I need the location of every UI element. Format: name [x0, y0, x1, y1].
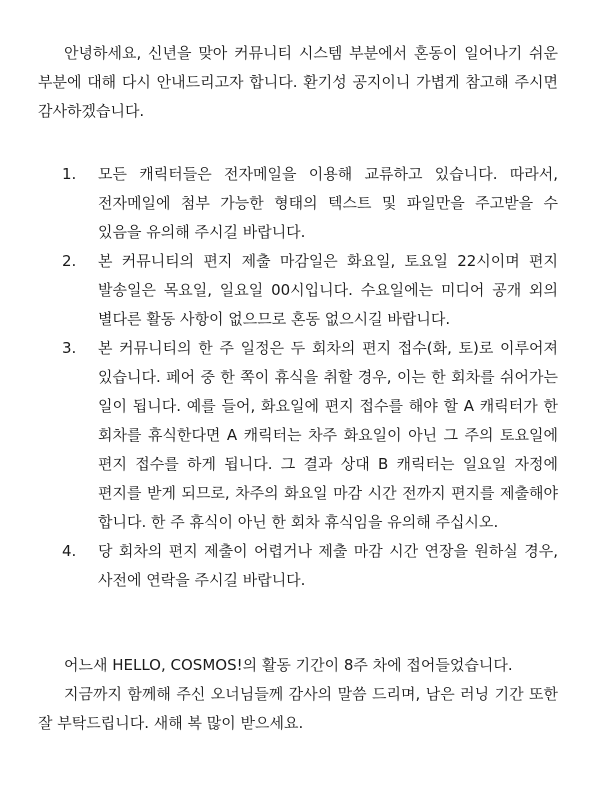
list-item [38, 537, 558, 595]
list-item [38, 334, 558, 537]
list-item-number: 1. [62, 165, 77, 183]
list-item-number: 3. [62, 339, 77, 357]
closing-paragraph-2: 지금까지 함께해 주신 오너님들께 감사의 말씀 드리며, 남은 러닝 기간 또한 잘 부탁드립니다. 새해 복 많이 받으세요. [38, 685, 558, 732]
list-item-number: 4. [62, 542, 77, 560]
list-item-text: 당 회차의 편지 제출이 어렵거나 제출 마감 시간 연장을 원하실 경우, 사전에 연락을 주시길 바랍니다. [98, 542, 558, 589]
list-item-text: 본 커뮤니티의 한 주 일정은 두 회차의 편지 접수(화, 토)로 이루어져 있습니다. 페어 중 한 쪽이 휴식을 취할 경우, 이는 한 회차를 쉬어가는 일이 됩니다. 예를 들어, 화요일에 편지 접수를 해야 할 A 캐릭터가 한 회차를 휴식한다면 A 캐릭터는 차주 화요일이 아닌 그 주의 토요일에 편지 접수를 하게 됩니다. 그 결과 상대 B 캐릭터는 일요일 자정에 편지를 받게 되므로, 차주의 화요일 마감 시간 전까지 편지를 제출해야 합니다. 한 주 휴식이 아닌 한 회차 휴식임을 유의해 주십시오. [98, 339, 558, 531]
list-item-text: 모든 캐릭터들은 전자메일을 이용해 교류하고 있습니다. 따라서, 전자메일에 첨부 가능한 형태의 텍스트 및 파일만을 주고받을 수 있음을 유의해 주시길 바랍니다. [98, 165, 558, 241]
notice-list [38, 160, 558, 595]
closing-paragraph-1: 어느새 HELLO, COSMOS!의 활동 기간이 8주 차에 접어들었습니다. [64, 656, 513, 674]
list-item [38, 160, 558, 247]
list-item [38, 247, 558, 334]
intro-paragraph: 안녕하세요, 신년을 맞아 커뮤니티 시스템 부분에서 혼동이 일어나기 쉬운 부분에 대해 다시 안내드리고자 합니다. 환기성 공지이니 가볍게 참고해 주시면 감사하겠습니다. [38, 44, 558, 120]
list-item-text: 본 커뮤니티의 편지 제출 마감일은 화요일, 토요일 22시이며 편지 발송일은 목요일, 일요일 00시입니다. 수요일에는 미디어 공개 외의 별다른 활동 사항이 없으므로 혼동 없으시길 바랍니다. [98, 252, 558, 328]
list-item-number: 2. [62, 252, 77, 270]
